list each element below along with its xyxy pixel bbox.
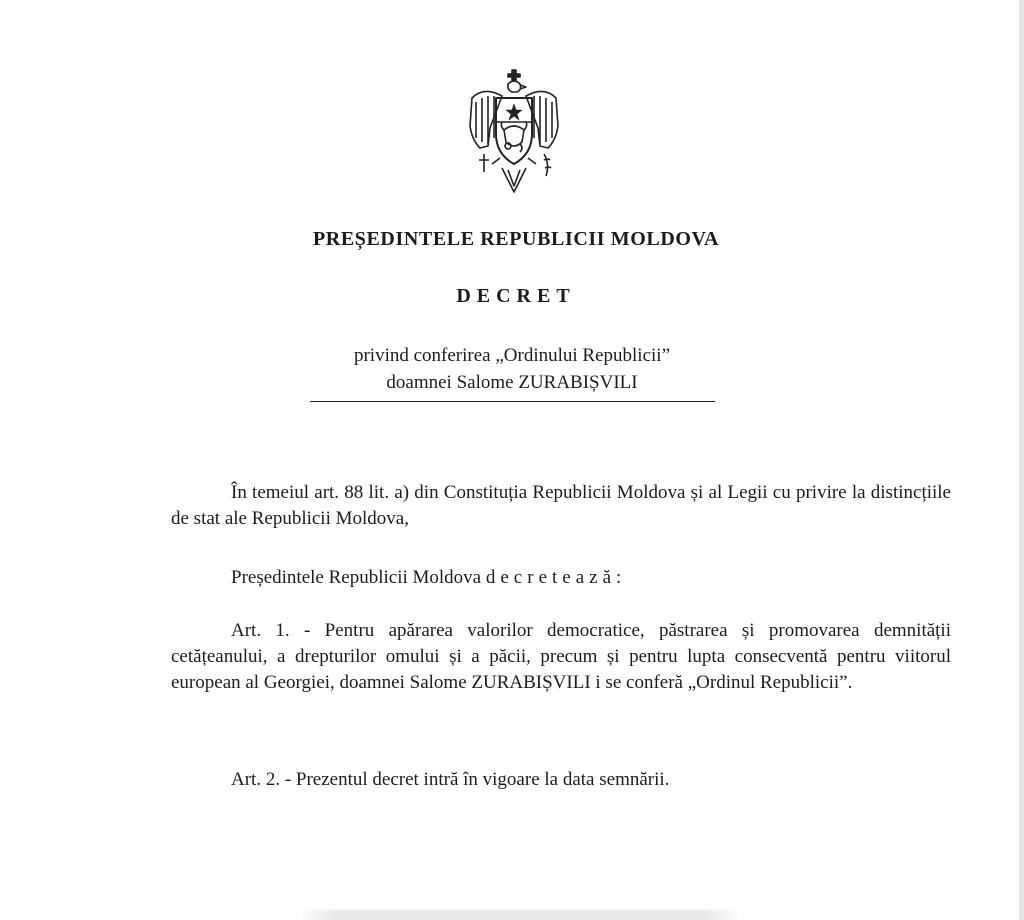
preamble-paragraph — [171, 480, 951, 532]
decree-subject — [300, 342, 724, 396]
issuer-heading: PREȘEDINTELE REPUBLICII MOLDOVA — [312, 228, 720, 250]
decree-intro-paragraph — [171, 565, 951, 591]
article-1-paragraph — [171, 618, 951, 696]
subject-line-1: privind conferirea „Ordinului Republicii” — [353, 345, 671, 366]
page-edge — [1019, 0, 1024, 920]
preamble-text: În temeiul art. 88 lit. a) din Constituția Republicii Moldova și al Legii cu privire la distincțiile de stat ale Republicii Moldova, — [171, 482, 951, 529]
decree-verb: decretează: — [485, 567, 627, 588]
subject-underline — [310, 401, 715, 402]
article-1-text: Art. 1. - Pentru apărarea valorilor democratice, păstrarea și promovarea demnității cetățeanului, a drepturilor omului și a păcii, precum și pentru lupta consecventă pentru viitorul european al Georgiei, doamnei Salome ZURABIȘVILI i se conferă „Ordinul Republicii”. — [171, 620, 951, 693]
subject-line-2: doamnei Salome ZURABIȘVILI — [386, 372, 638, 393]
document-type-heading: DECRET — [456, 285, 576, 307]
decree-intro-text: Președintele Republicii Moldova — [231, 567, 482, 588]
article-2-paragraph — [171, 767, 951, 793]
article-2-text: Art. 2. - Prezentul decret intră în vigoare la data semnării. — [231, 769, 670, 790]
cut-off-text-line — [300, 910, 740, 920]
moldova-coat-of-arms-icon — [462, 68, 566, 196]
